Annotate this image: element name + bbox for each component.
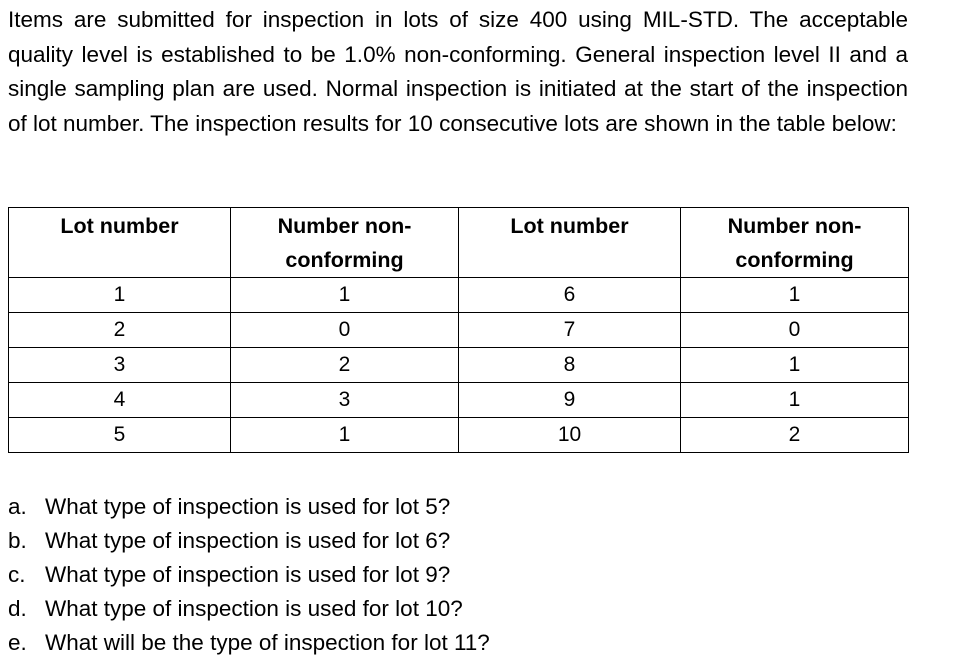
- question-label: c.: [8, 562, 26, 587]
- table-cell: 3: [231, 383, 459, 418]
- table-cell: 5: [9, 418, 231, 453]
- question-text: What type of inspection is used for lot 10?: [45, 596, 463, 621]
- question-list: [8, 490, 490, 660]
- table-cell: 1: [681, 278, 909, 313]
- question-text: What will be the type of inspection for lot 11?: [45, 630, 490, 655]
- header-lot-number: Lot number: [459, 208, 681, 278]
- table-cell: 2: [9, 313, 231, 348]
- header-number-nonconforming: Number non-conforming: [231, 208, 459, 278]
- question-text: What type of inspection is used for lot 5?: [45, 494, 451, 519]
- table-cell: 1: [9, 278, 231, 313]
- table-cell: 8: [459, 348, 681, 383]
- question-text: What type of inspection is used for lot 9?: [45, 562, 451, 587]
- table-row: [9, 348, 909, 383]
- table-cell: 7: [459, 313, 681, 348]
- list-item: [8, 490, 490, 524]
- list-item: [8, 558, 490, 592]
- table-row: [9, 383, 909, 418]
- table-row: [9, 278, 909, 313]
- problem-statement: Items are submitted for inspection in lots of size 400 using MIL-STD. The acceptable quality level is established to be 1.0% non-conforming. General inspection level II and a single sampling plan are used. Normal inspection is initiated at the start of the inspection of lot number. The inspection results for 10 consecutive lots are shown in the table below:: [8, 7, 908, 136]
- table-cell: 3: [9, 348, 231, 383]
- table-cell: 0: [231, 313, 459, 348]
- table-cell: 6: [459, 278, 681, 313]
- table-row: [9, 418, 909, 453]
- header-number-nonconforming: Number non-conforming: [681, 208, 909, 278]
- table-cell: 2: [231, 348, 459, 383]
- question-label: e.: [8, 630, 27, 655]
- table-cell: 10: [459, 418, 681, 453]
- question-text: What type of inspection is used for lot 6?: [45, 528, 451, 553]
- question-label: d.: [8, 596, 27, 621]
- question-label: a.: [8, 494, 27, 519]
- table-cell: 0: [681, 313, 909, 348]
- table-cell: 4: [9, 383, 231, 418]
- list-item: [8, 524, 490, 558]
- table-row: [9, 313, 909, 348]
- header-lot-number: Lot number: [9, 208, 231, 278]
- list-item: [8, 626, 490, 660]
- table-cell: 2: [681, 418, 909, 453]
- table-cell: 1: [681, 383, 909, 418]
- table-cell: 9: [459, 383, 681, 418]
- table-cell: 1: [231, 278, 459, 313]
- inspection-results-table: [8, 207, 909, 453]
- table-header-row: [9, 208, 909, 278]
- table-cell: 1: [231, 418, 459, 453]
- table-cell: 1: [681, 348, 909, 383]
- question-label: b.: [8, 528, 27, 553]
- list-item: [8, 592, 490, 626]
